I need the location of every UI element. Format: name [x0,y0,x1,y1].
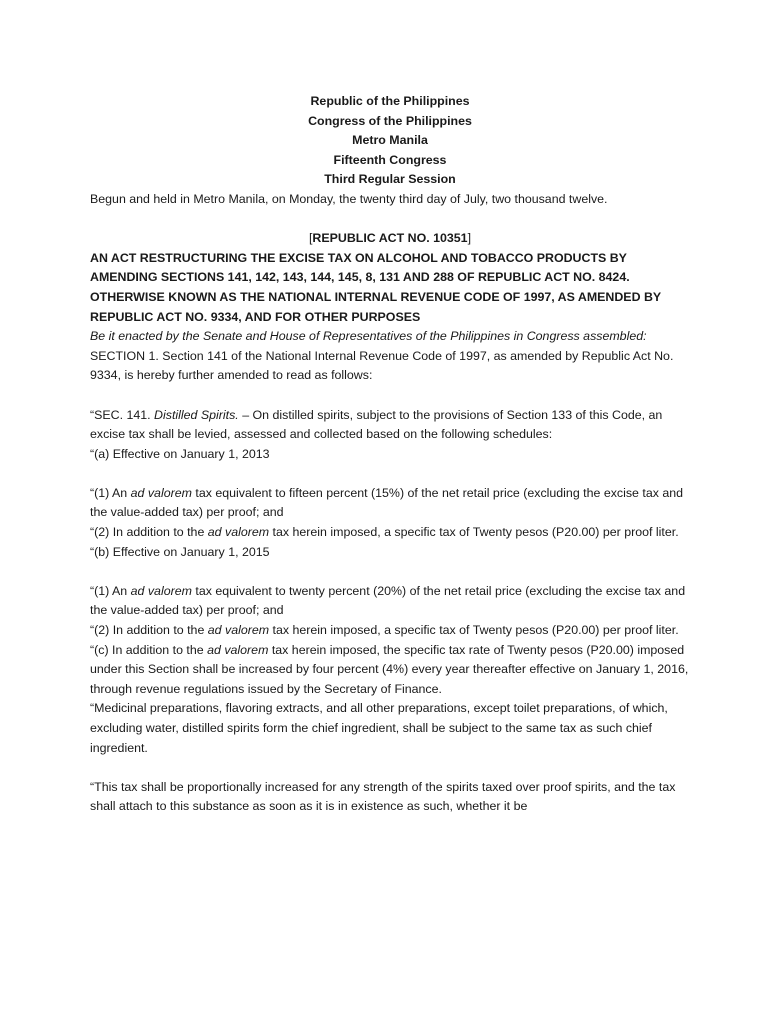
header-location: Metro Manila [352,133,428,148]
item-lead: “(2) In addition to the [90,525,208,540]
header-congress: Congress of the Philippines [308,113,472,128]
item-lead: “(c) In addition to the [90,642,208,657]
item-term: ad valorem [130,485,192,500]
schedule-a-item-2 [90,523,690,543]
schedule-b-item-1 [90,582,690,621]
item-body: tax equivalent to fifteen percent (15%) of the net retail price (excluding the excise tax and the value-added tax) per proof; and [90,485,684,520]
spacer [90,758,690,778]
ra-number-text: REPUBLIC ACT NO. 10351 [312,231,468,246]
act-title: AN ACT RESTRUCTURING THE EXCISE TAX ON ALCOHOL AND TOBACCO PRODUCTS BY AMENDING SECTIONS 141, 142, 143, 144, 145, 8, 131 AND 288 OF REPUBLIC ACT NO. 8424. OTHERWISE KNOWN AS THE NATIONAL INTERNAL REVENUE CODE OF 1997, AS AMENDED BY REPUBLIC ACT NO. 9334, AND FOR OTHER PURPOSES [90,250,661,324]
header-congress-number: Fifteenth Congress [333,152,447,167]
spacer [90,210,690,230]
item-lead: “(1) An [90,583,131,598]
item-body: tax herein imposed, a specific tax of Twenty pesos (P20.00) per proof liter. [269,525,679,540]
sec-141-paragraph [90,406,690,445]
item-term: ad valorem [207,525,270,540]
sec-141-lead: “SEC. 141. [90,407,155,422]
item-lead: “(2) In addition to the [90,623,208,638]
document-page [90,92,690,817]
item-term: ad valorem [207,623,270,638]
sec-141-heading: Distilled Spirits. [154,407,239,422]
header-republic: Republic of the Philippines [310,94,470,108]
item-body: tax equivalent to twenty percent (20%) of the net retail price (excluding the excise tax and the value-added tax) per proof; and [90,583,686,618]
item-body: tax herein imposed, a specific tax of Twenty pesos (P20.00) per proof liter. [269,623,679,638]
ra-open-bracket: [ [308,231,313,246]
spacer [90,464,690,484]
begun-paragraph: Begun and held in Metro Manila, on Monday, the twenty third day of July, two thousand twelve. [90,191,608,206]
sec-141-body: – On distilled spirits, subject to the provisions of Section 133 of this Code, an excise tax shall be levied, assessed and collected based on the following schedules: [90,407,663,442]
schedule-a-effective: “(a) Effective on January 1, 2013 [90,446,270,461]
proportional-tax-paragraph: “This tax shall be proportionally increased for any strength of the spirits taxed over proof spirits, and the tax shall attach to this substance as soon as it is in existence as such, whether it be [90,779,676,814]
medicinal-preparations-paragraph: “Medicinal preparations, flavoring extracts, and all other preparations, except toilet preparations, of which, excluding water, distilled spirits form the chief ingredient, shall be subject to the same tax as such chief ingredient. [90,701,668,755]
enacting-clause: Be it enacted by the Senate and House of Representatives of the Philippines in Congress assembled: [90,329,647,344]
section-1: SECTION 1. Section 141 of the National Internal Revenue Code of 1997, as amended by Republic Act No. 9334, is hereby further amended to read as follows: [90,348,674,383]
spacer [90,562,690,582]
ra-close-bracket: ] [467,231,472,246]
schedule-b-item-2 [90,621,690,641]
spacer [90,386,690,406]
schedule-c [90,641,690,700]
item-lead: “(1) An [90,485,131,500]
schedule-a-item-1 [90,484,690,523]
republic-act-number [90,229,690,249]
item-term: ad valorem [130,583,192,598]
item-term: ad valorem [207,642,269,657]
header-session: Third Regular Session [324,172,456,187]
item-body: tax herein imposed, the specific tax rate of Twenty pesos (P20.00) imposed under this Section shall be increased by four percent (4%) every year thereafter effective on January 1, 2016, through revenue regulations issued by the Secretary of Finance. [90,642,689,696]
schedule-b-effective: “(b) Effective on January 1, 2015 [90,544,270,559]
